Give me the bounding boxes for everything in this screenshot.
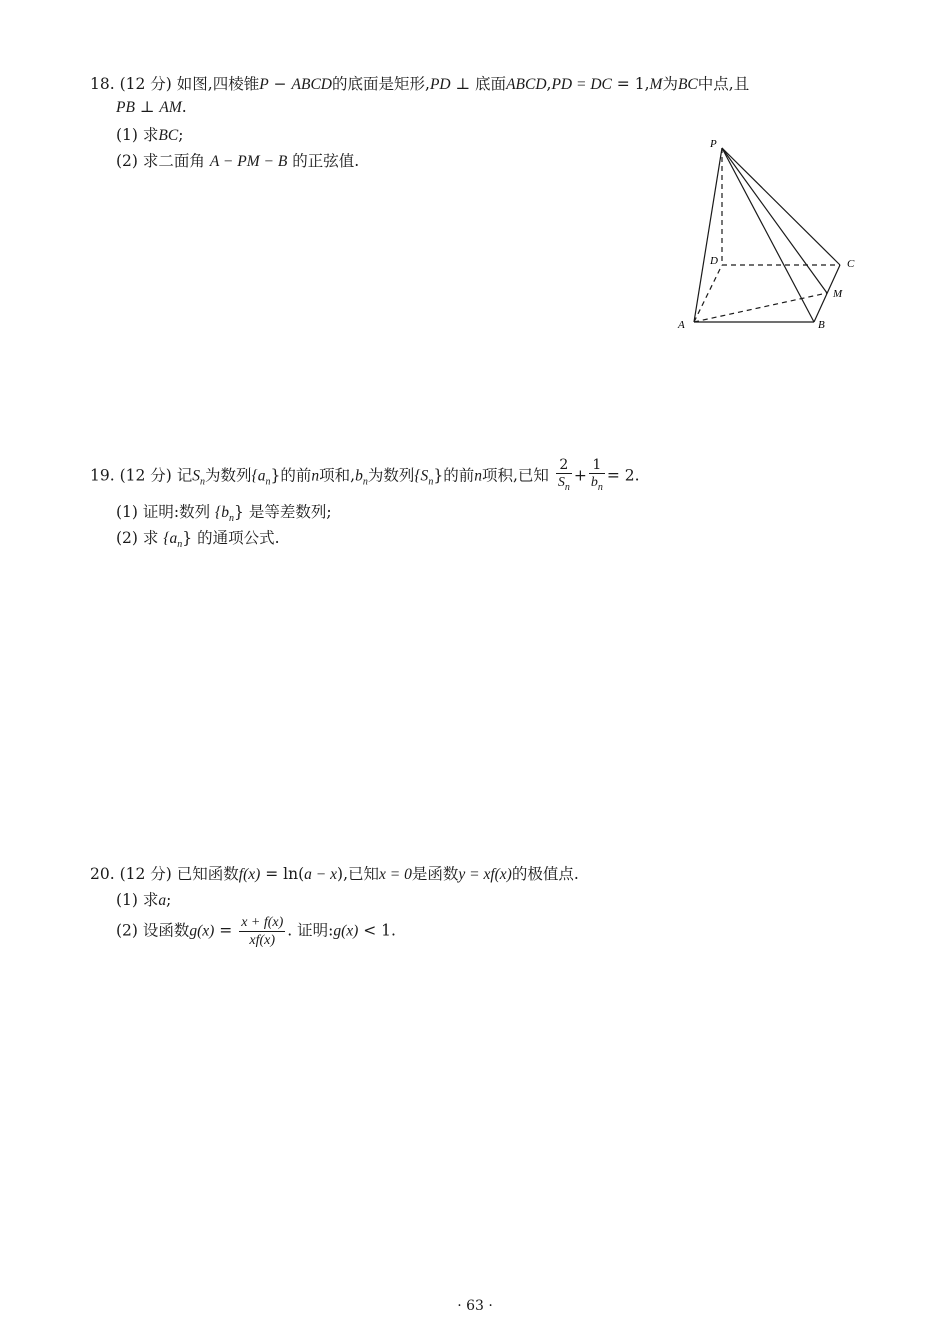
q20-number: 20. xyxy=(90,865,115,883)
q19-fraction-1-over-bn: $\frac{1}{b_n}$ xyxy=(590,457,603,493)
q19-fraction-2-over-sn: $\frac{2}{S_n}$ xyxy=(557,457,570,493)
edge-PC xyxy=(722,148,840,265)
q20-line1: 20. (12 分) 已知函数f(x) = ln(a − x),已知x = 0是函数y = xf(x)的极值点. xyxy=(90,865,579,883)
q19-score: (12 分) xyxy=(119,466,172,485)
edge-AM xyxy=(694,293,827,322)
q20-score: (12 分) xyxy=(119,865,172,883)
q18-number: 18. xyxy=(90,75,115,93)
label-M: M xyxy=(833,288,843,300)
q20-part2: (2) 设函数g(x) = $\frac{x + f(x)}{xf(x)}$ . 证明:g(x) < 1. xyxy=(116,915,396,948)
label-P: P xyxy=(710,138,717,150)
label-A: A xyxy=(678,319,685,331)
q18-part2: (2) 求二面角 A − PM − B 的正弦值. xyxy=(116,152,360,170)
q18-score: (12 分) xyxy=(119,75,172,93)
q19-part2: (2) 求 $\{a_n\}$ 的通项公式. xyxy=(116,529,280,551)
q19-line1: 19. (12 分) 记$S_n$为数列$\{a_n\}$的前n项和$,b_n$为数列$\{S_n\}$的前n项积,已知 $\frac{2}{S_n}$ + $\frac{1}{b_n}$ = 2. xyxy=(90,457,640,496)
q20-fraction: $\frac{x + f(x)}{xf(x)}$ xyxy=(241,915,284,948)
page-number: · 63 · xyxy=(457,1298,493,1314)
label-D: D xyxy=(710,255,718,267)
q20-part1: (1) 求a; xyxy=(116,891,172,909)
q19-number: 19. xyxy=(90,466,115,485)
pyramid-figure xyxy=(670,130,870,340)
q18-line1: 18. (12 分) 如图,四棱锥P − ABCD的底面是矩形,PD ⊥ 底面ABCD,PD = DC = 1,M为BC中点,且 xyxy=(90,75,750,93)
q18-part1: (1) 求BC; xyxy=(116,126,184,144)
label-C: C xyxy=(847,258,855,270)
edge-PM xyxy=(722,148,827,293)
label-B: B xyxy=(818,319,825,331)
edge-PA xyxy=(694,148,722,322)
q18-line2: PB ⊥ AM. xyxy=(116,98,187,116)
q19-part1: (1) 证明:数列 $\{b_n\}$ 是等差数列; xyxy=(116,503,332,525)
edge-PB xyxy=(722,148,814,322)
